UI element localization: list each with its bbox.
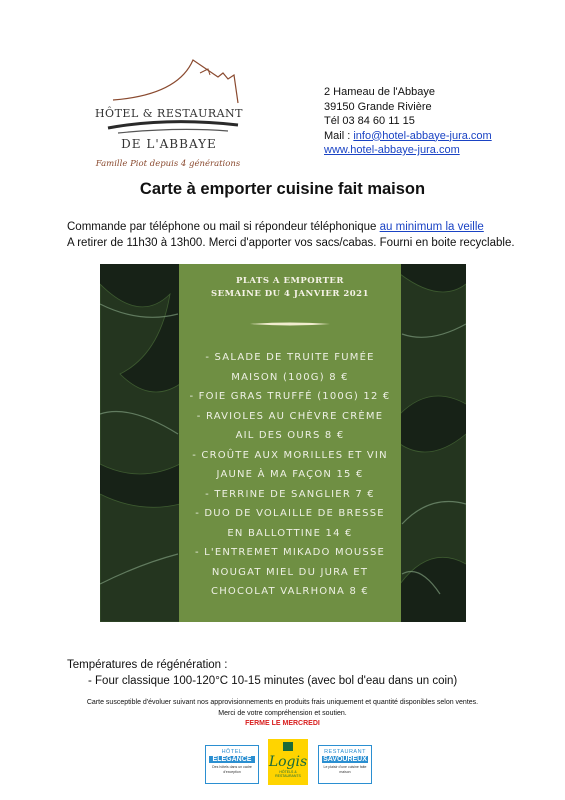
intro-line-1 (67, 219, 515, 235)
logis-fireplace-icon (283, 742, 293, 751)
page-title: Carte à emporter cuisine fait maison (139, 180, 426, 198)
elegance-sub: Des hôtels dans un cadre d'exception (212, 765, 252, 774)
regeneration-section (67, 657, 457, 689)
website-row (324, 143, 492, 158)
footer-notes (0, 698, 565, 730)
menu-line: EN BALLOTTINE 14 € (227, 527, 353, 539)
menu-green-panel (179, 264, 401, 622)
address-phone: Tél 03 84 60 11 15 (324, 115, 415, 127)
logis-name: Logis (268, 754, 308, 770)
menu-line: CHOCOLAT VALRHONA 8 € (211, 586, 369, 597)
elegance-main: ÉLÉGANCE (209, 756, 255, 763)
menu-line: - L'ENTREMET MIKADO MOUSSE (194, 547, 386, 558)
savoureux-main: SAVOUREUX (323, 756, 367, 763)
menu-line: - TERRINE DE SANGLIER 7 € (205, 488, 375, 500)
roof-logo-icon (88, 55, 248, 135)
menu-line: - RAVIOLES AU CHÈVRE CRÈME (196, 410, 384, 422)
logis-badge (268, 739, 308, 785)
menu-items (179, 348, 401, 602)
menu-line: AIL DES OURS 8 € (235, 430, 345, 441)
website-link[interactable]: www.hotel-abbaye-jura.com (324, 144, 460, 156)
intro-text (67, 219, 515, 251)
address-mail-row (324, 129, 492, 144)
intro-line-2: A retirer de 11h30 à 13h00. Merci d'apporter vos sacs/cabas. Fourni en boite recyclable. (67, 237, 515, 249)
menu-card (100, 264, 466, 622)
mail-label: Mail : (324, 129, 354, 142)
footer-line-1: Carte susceptible d'évoluer suivant nos approvisionnements en produits frais uniquement et quantité disponibles selon ventes. (86, 699, 479, 706)
savoureux-top: RESTAURANT (324, 749, 366, 755)
address-block (324, 85, 492, 158)
logo-tagline: Famille Piot depuis 4 générations (95, 159, 241, 169)
logo-line-hotel: HÔTEL & RESTAURANT (94, 107, 244, 120)
closed-notice: FERME LE MERCREDI (245, 720, 320, 727)
menu-heading-1: PLATS A EMPORTER (236, 276, 344, 286)
menu-line: JAUNE À MA FAÇON 15 € (216, 469, 364, 480)
hotel-elegance-badge (205, 745, 259, 784)
menu-line: - CROÛTE AUX MORILLES ET VIN (192, 449, 388, 461)
menu-line: - FOIE GRAS TRUFFÉ (100G) 12 € (189, 391, 391, 402)
regeneration-item: - Four classique 100-120°C 10-15 minutes (avec bol d'eau dans un coin) (88, 675, 458, 687)
menu-line: MAISON (100G) 8 € (231, 371, 349, 383)
regeneration-heading: Températures de régénération : (67, 659, 228, 671)
restaurant-savoureux-badge (318, 745, 372, 784)
menu-line: - DUO DE VOLAILLE DE BRESSE (195, 508, 385, 519)
intro-line-1-text: Commande par téléphone ou mail si répondeur téléphonique (67, 221, 380, 233)
savoureux-sub: Le plaisir d'une cuisine faite maison (323, 765, 367, 774)
address-street: 2 Hameau de l'Abbaye (324, 86, 435, 98)
menu-heading-2: SEMAINE DU 4 JANVIER 2021 (210, 289, 370, 299)
elegance-top: HÔTEL (221, 749, 243, 755)
logo-line-abbaye: DE L'ABBAYE (121, 137, 217, 151)
menu-line: NOUGAT MIEL DU JURA ET (211, 566, 369, 578)
logis-sub: HÔTELS & RESTAURANTS (275, 770, 301, 778)
hotel-logo (88, 55, 248, 175)
divider-ornament (250, 322, 330, 326)
menu-line: - SALADE DE TRUITE FUMÉE (205, 352, 375, 363)
email-link[interactable]: info@hotel-abbaye-jura.com (353, 129, 492, 142)
minimum-veille-link[interactable]: au minimum la veille (379, 221, 484, 233)
footer-line-2: Merci de votre compréhension et soutien. (218, 709, 347, 717)
address-city: 39150 Grande Rivière (324, 100, 432, 113)
